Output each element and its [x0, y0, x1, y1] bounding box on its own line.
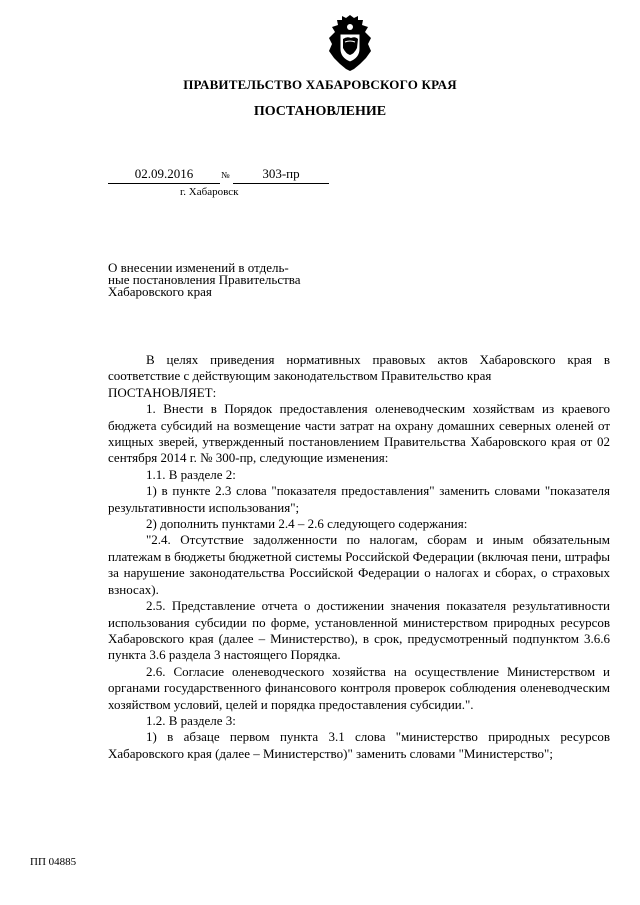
body-paragraph: В целях приведения нормативных правовых актов Хабаровского края в соответствие с действующим законодательством Правительство края — [108, 352, 610, 384]
subject-line: Хабаровского края — [108, 284, 212, 299]
body-paragraph: 1. Внести в Порядок предоставления оленеводческим хозяйствам из краевого бюджета субсидий на возмещение части затрат на охрану домашних северных оленей от хищных зверей, утвержденный постановлением Правительства Хабаровского края от 02 сентября 2014 г. № 300-пр, следующие изменения: — [108, 401, 610, 466]
body-paragraph: 2.6. Согласие оленеводческого хозяйства на осуществление Министерством и органами государственного финансового контроля проверок соблюдения оленеводческим хозяйством условий, целей и порядка предоставления субсидии.". — [108, 663, 610, 712]
body-paragraph: 2) дополнить пунктами 2.4 – 2.6 следующего содержания: — [146, 516, 468, 532]
body-paragraph: ПОСТАНОВЛЯЕТ: — [108, 384, 217, 400]
document-number: 303-пр — [233, 166, 329, 184]
coat-of-arms-emblem-icon — [327, 14, 373, 72]
footer-code: ПП 04885 — [30, 856, 77, 868]
document-date: 02.09.2016 — [108, 166, 220, 184]
organization-name: ПРАВИТЕЛЬСТВО ХАБАРОВСКОГО КРАЯ — [183, 77, 457, 92]
body-paragraph: 1.2. В разделе 3: — [146, 712, 236, 728]
body-paragraph: 1.1. В разделе 2: — [146, 466, 236, 482]
document-body — [108, 352, 610, 762]
subject-line: О внесении изменений в отдель- — [108, 260, 289, 275]
document-subject — [108, 262, 340, 298]
body-paragraph: 1) в пункте 2.3 слова "показателя предоставления" заменить словами "показателя результативности использования"; — [108, 483, 610, 515]
subject-line: ные постановления Правительства — [108, 272, 301, 287]
body-paragraph: 2.5. Представление отчета о достижении значения показателя результативности использования субсидии по форме, установленной министерством природных ресурсов Хабаровского края (далее – Министерство), в срок, предусмотренный подпунктом 3.6.6 пункта 3.6 раздела 3 настоящего Порядка. — [108, 598, 610, 663]
body-paragraph: 1) в абзаце первом пункта 3.1 слова "министерство природных ресурсов Хабаровского края (далее – Министерство)" заменить словами "Министерство"; — [108, 729, 610, 761]
document-type: ПОСТАНОВЛЕНИЕ — [253, 104, 387, 119]
number-label: № — [221, 170, 230, 180]
body-paragraph: "2.4. Отсутствие задолженности по налогам, сборам и иным обязательным платежам в бюджеты бюджетной системы Российской Федерации (включая пени, штрафы за нарушение законодательства Российской Федерации о налогах и сборах, о страховых взносах). — [108, 532, 610, 597]
city: г. Хабаровск — [180, 186, 239, 198]
